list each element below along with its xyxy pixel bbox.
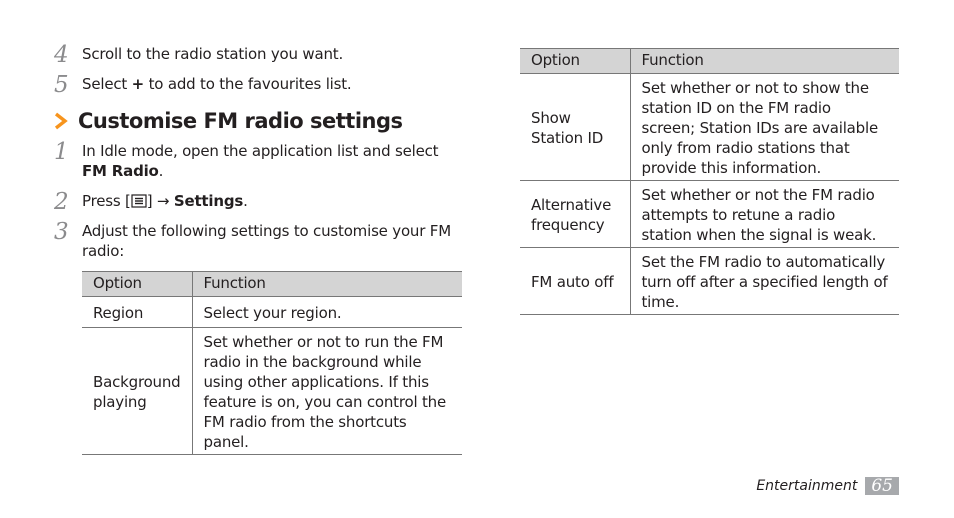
step-text-post: . (158, 162, 164, 180)
table-header-function: Function (630, 49, 899, 74)
left-column (52, 44, 462, 455)
table-row (82, 297, 462, 328)
table-cell-option: Region (82, 297, 192, 328)
table-cell-function: Set the FM radio to automatically turn off after a specified length of time. (630, 248, 899, 315)
step-5 (52, 72, 462, 98)
table-row (82, 328, 462, 455)
table-cell-option: Alternative frequency (520, 181, 630, 248)
table-cell-option: Background playing (82, 328, 192, 455)
step-number: 3 (54, 219, 69, 245)
step-4 (52, 42, 462, 68)
table-cell-function: Set whether or not to show the station ID on the FM radio screen; Station IDs are available only from radio stations that provide this information. (630, 74, 899, 181)
chevron-right-icon (54, 112, 68, 130)
step-text: Adjust the following settings to customise your FM radio: (82, 222, 451, 260)
step-text-post: to add to the favourites list. (144, 75, 352, 93)
step-1 (52, 141, 462, 181)
section-title-text: Customise FM radio settings (78, 109, 403, 133)
step-text-bold: Settings (173, 192, 244, 210)
step-text-bold: FM Radio (82, 162, 159, 180)
menu-key-icon (131, 194, 147, 208)
step-number: 2 (54, 189, 69, 215)
settings-table-right (520, 48, 899, 315)
table-header-function: Function (192, 272, 462, 297)
right-column (520, 48, 899, 315)
table-cell-option: Show Station ID (520, 74, 630, 181)
step-text-pre: Select (82, 75, 132, 93)
table-row (520, 181, 899, 248)
table-header-row (82, 272, 462, 297)
table-cell-function: Select your region. (192, 297, 462, 328)
left-table-wrap (52, 271, 462, 455)
step-text-pre: In Idle mode, open the application list and select (82, 142, 439, 160)
table-header-row (520, 49, 899, 74)
step-text-post: . (243, 192, 248, 210)
table-cell-function: Set whether or not the FM radio attempts to retune a radio station when the signal is weak. (630, 181, 899, 248)
section-title (52, 107, 462, 135)
step-text: Scroll to the radio station you want. (82, 45, 344, 63)
footer-section-name: Entertainment (756, 478, 858, 494)
table-cell-option: FM auto off (520, 248, 630, 315)
table-row (520, 248, 899, 315)
table-row (520, 74, 899, 181)
step-number: 5 (54, 72, 69, 98)
page-number-badge: 65 (865, 477, 899, 495)
page-footer (756, 477, 899, 495)
step-number: 4 (54, 42, 69, 68)
table-cell-function: Set whether or not to run the FM radio in the background while using other applications. If this feature is on, you can control the FM radio from the shortcuts panel. (192, 328, 462, 455)
table-header-option: Option (82, 272, 192, 297)
table-header-option: Option (520, 49, 630, 74)
step-2 (52, 189, 462, 215)
step-text-mid: ] → (146, 192, 174, 210)
step-text-bold: + (131, 75, 145, 93)
step-text-pre: Press [ (82, 192, 131, 210)
step-number: 1 (54, 139, 69, 165)
step-3 (52, 221, 462, 261)
settings-table-left (82, 271, 462, 455)
